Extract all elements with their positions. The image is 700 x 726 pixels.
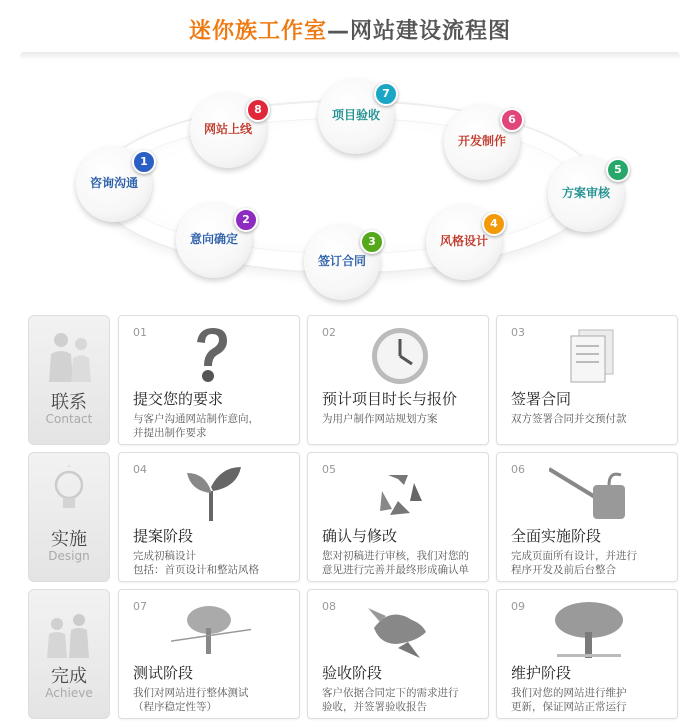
question-mark-icon — [171, 324, 251, 388]
step-number: 03 — [511, 326, 525, 339]
badge-1: 1 — [132, 150, 156, 174]
step-description — [322, 412, 489, 426]
fish-icon — [360, 598, 440, 662]
flow-node-label: 签订合同 — [317, 254, 366, 268]
step-description — [511, 686, 678, 714]
flow-node-label: 项目验收 — [331, 108, 380, 122]
step-card-07 — [118, 589, 300, 719]
flow-node-label: 方案审核 — [561, 186, 610, 200]
step-number: 08 — [322, 600, 336, 613]
step-number: 05 — [322, 463, 336, 476]
watering-can-icon — [549, 461, 629, 525]
flow-node-8 — [190, 92, 266, 168]
desc-line: 您对初稿进行审核，我们对您的 — [322, 550, 469, 562]
step-card-06 — [496, 452, 678, 582]
tree-line-icon — [171, 598, 251, 662]
desc-line: 与客户沟通网站制作意向， — [133, 413, 259, 425]
step-title: 提案阶段 — [133, 527, 194, 545]
clock-icon — [360, 324, 440, 388]
lightbulb-icon — [43, 465, 95, 521]
desc-line: （程序稳定性等） — [133, 701, 217, 713]
desc-line: 并提出制作要求 — [133, 427, 207, 439]
desc-line: 双方签署合同并交预付款 — [511, 413, 627, 425]
badge-7: 7 — [374, 82, 398, 106]
stage-name-cn: 完成 — [51, 666, 87, 687]
flow-node-label: 风格设计 — [439, 234, 488, 248]
recycle-icon — [360, 461, 440, 525]
desc-line: 客户依据合同定下的需求进行 — [322, 687, 459, 699]
stage-name-en: Contact — [45, 412, 93, 426]
desc-line: 我们对网站进行整体测试 — [133, 687, 249, 699]
flow-node-2 — [176, 202, 252, 278]
flow-node-label: 意向确定 — [189, 232, 238, 246]
flow-node-3 — [304, 224, 380, 300]
flow-node-4 — [426, 204, 502, 280]
desc-line: 为用户制作网站规划方案 — [322, 413, 438, 425]
title-divider — [20, 52, 680, 60]
flow-node-label: 网站上线 — [203, 122, 252, 136]
page-title — [0, 14, 700, 45]
stage-name-en: Achieve — [45, 686, 93, 700]
step-title: 维护阶段 — [511, 664, 572, 682]
badge-8: 8 — [246, 98, 270, 122]
title-dash: — — [327, 19, 350, 44]
step-number: 02 — [322, 326, 336, 339]
people-icon — [43, 328, 95, 384]
celebration-icon — [43, 602, 95, 658]
step-card-02 — [307, 315, 489, 445]
step-card-04 — [118, 452, 300, 582]
flow-node-7 — [318, 78, 394, 154]
step-number: 07 — [133, 600, 147, 613]
step-description — [511, 549, 678, 577]
step-title: 测试阶段 — [133, 664, 194, 682]
stage-contact — [28, 315, 110, 445]
badge-2: 2 — [234, 208, 258, 232]
step-description — [133, 412, 300, 440]
sprout-icon — [171, 461, 251, 525]
process-flow-ring — [0, 60, 700, 310]
step-title: 提交您的要求 — [133, 390, 224, 408]
step-number: 01 — [133, 326, 147, 339]
flow-node-label: 咨询沟通 — [89, 176, 138, 190]
desc-line: 验收，并签署验收报告 — [322, 701, 427, 713]
step-title: 全面实施阶段 — [511, 527, 602, 545]
step-card-09 — [496, 589, 678, 719]
badge-5: 5 — [606, 158, 630, 182]
flow-node-1 — [76, 146, 152, 222]
step-description — [322, 549, 489, 577]
stage-name-cn: 联系 — [51, 392, 87, 413]
brand-name: 迷你族工作室 — [188, 19, 327, 44]
step-card-08 — [307, 589, 489, 719]
step-description — [133, 549, 300, 577]
flow-node-5 — [548, 156, 624, 232]
step-number: 06 — [511, 463, 525, 476]
badge-4: 4 — [482, 212, 506, 236]
step-title: 预计项目时长与报价 — [322, 390, 458, 408]
step-description — [133, 686, 300, 714]
step-card-03 — [496, 315, 678, 445]
desc-line: 包括：首页设计和整站风格 — [133, 564, 259, 576]
step-number: 04 — [133, 463, 147, 476]
badge-6: 6 — [500, 108, 524, 132]
stage-name-en: Design — [48, 549, 90, 563]
stage-design — [28, 452, 110, 582]
step-card-01 — [118, 315, 300, 445]
documents-icon — [549, 324, 629, 388]
step-card-05 — [307, 452, 489, 582]
stage-achieve — [28, 589, 110, 719]
step-description — [322, 686, 489, 714]
desc-line: 意见进行完善并最终形成确认单 — [322, 564, 469, 576]
step-number: 09 — [511, 600, 525, 613]
desc-line: 程序开发及前后台整合 — [511, 564, 616, 576]
desc-line: 更新，保证网站正常运行 — [511, 701, 627, 713]
desc-line: 完成初稿设计 — [133, 550, 196, 562]
badge-3: 3 — [360, 230, 384, 254]
step-description — [511, 412, 678, 426]
flow-node-6 — [444, 104, 520, 180]
desc-line: 我们对您的网站进行维护 — [511, 687, 627, 699]
step-title: 确认与修改 — [322, 527, 398, 545]
step-title: 签署合同 — [511, 390, 572, 408]
big-tree-icon — [549, 598, 629, 662]
stage-name-cn: 实施 — [51, 529, 87, 550]
step-title: 验收阶段 — [322, 664, 383, 682]
flow-node-label: 开发制作 — [457, 134, 506, 148]
title-subtitle: 网站建设流程图 — [350, 19, 512, 44]
desc-line: 完成页面所有设计，并进行 — [511, 550, 637, 562]
